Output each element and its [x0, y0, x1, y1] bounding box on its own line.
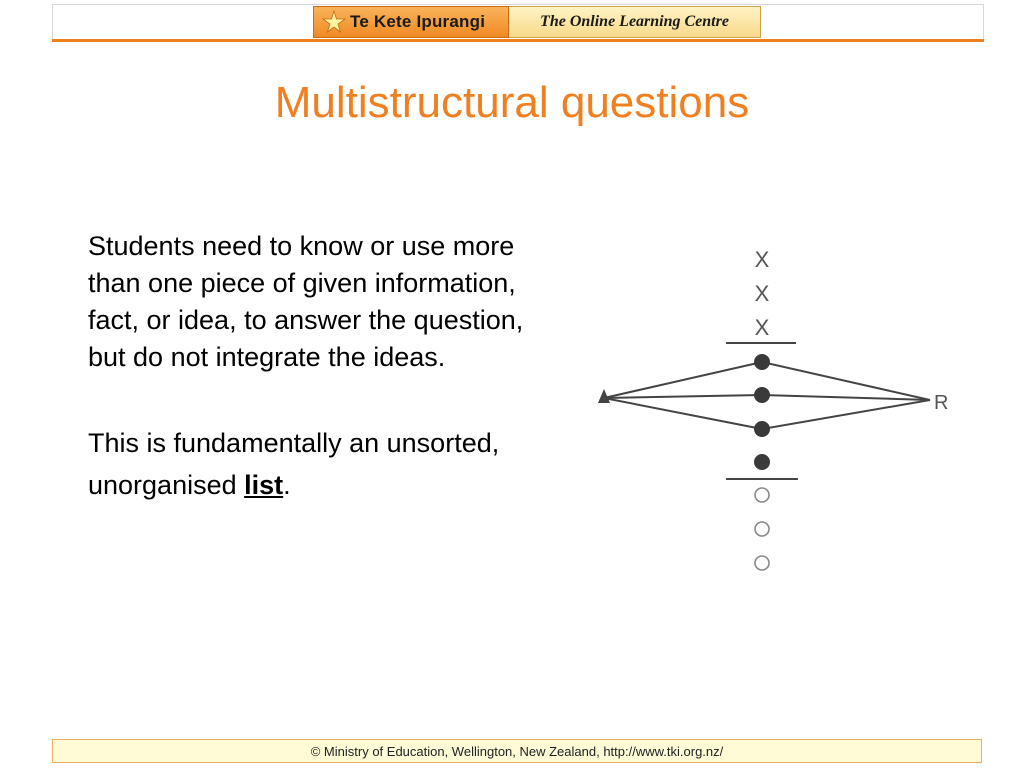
- hollow-dot: [755, 488, 769, 502]
- logo-left-text: Te Kete Ipurangi: [350, 12, 486, 31]
- paragraph-2: [88, 422, 558, 506]
- filled-dot: [754, 387, 770, 403]
- r-label: R: [934, 392, 949, 414]
- hollow-dot: [755, 556, 769, 570]
- connector-line: [762, 395, 930, 400]
- logo-right-text: The Online Learning Centre: [540, 13, 729, 30]
- filled-dot: [754, 421, 770, 437]
- header-rule: [52, 39, 984, 42]
- connector-line: [604, 398, 762, 429]
- filled-dot: [754, 354, 770, 370]
- connector-line: [604, 362, 762, 398]
- paragraph-1: Students need to know or use more than one piece of given information, fact, or idea, to answer the question, but do not integrate the ideas.: [88, 231, 524, 372]
- star-icon: [322, 10, 346, 34]
- footer-bar: [52, 739, 982, 763]
- multistructural-diagram: [590, 240, 970, 590]
- connector-line: [762, 400, 930, 429]
- x-mark: X: [754, 247, 770, 272]
- tki-logo: [313, 6, 761, 38]
- paragraph-2-end: .: [283, 470, 291, 500]
- page-title: Multistructural questions: [274, 78, 750, 127]
- copyright-text: © Ministry of Education, Wellington, New Zealand, http://www.tki.org.nz/: [310, 743, 724, 759]
- filled-dot: [754, 454, 770, 470]
- paragraph-2-text: This is fundamentally an unsorted, unorganised: [88, 428, 500, 500]
- x-mark: X: [754, 315, 770, 340]
- connector-line: [604, 395, 762, 398]
- body-text: [88, 228, 558, 506]
- logo-right-panel: [509, 6, 761, 38]
- x-mark: X: [754, 281, 770, 306]
- logo-left-panel: [313, 6, 509, 38]
- list-keyword: list: [244, 470, 284, 500]
- connector-line: [762, 362, 930, 400]
- hollow-dot: [755, 522, 769, 536]
- left-arrowhead: [598, 389, 610, 403]
